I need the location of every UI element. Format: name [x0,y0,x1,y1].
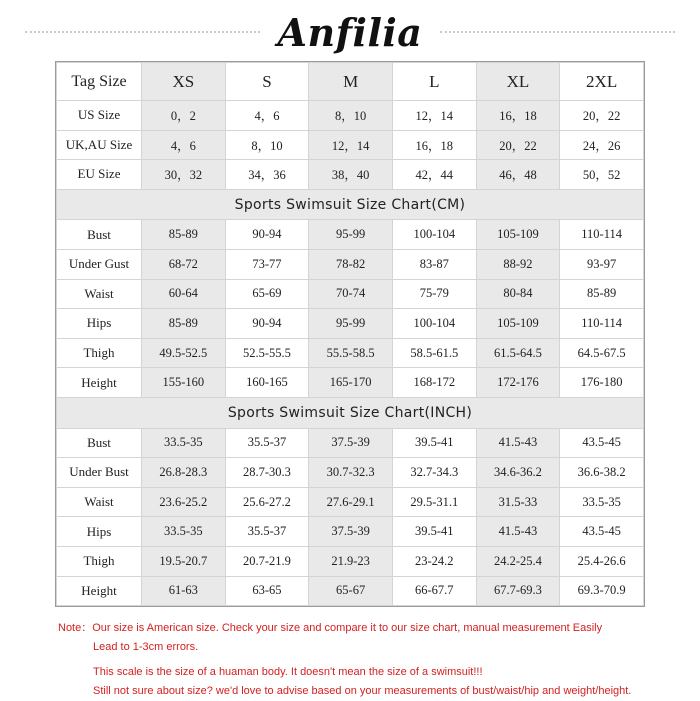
right-divider [440,31,675,33]
cm-row [57,249,644,279]
table-cell: 2XL [560,63,644,101]
table-cell: 52.5-55.5 [225,338,309,368]
table-cell: 80-84 [476,279,560,309]
table-cell: 73-77 [225,249,309,279]
section-title: Sports Swimsuit Size Chart(CM) [57,189,644,220]
table-cell: 37.5-39 [309,428,393,458]
table-cell: 39.5-41 [392,517,476,547]
table-cell: 63-65 [225,576,309,606]
row-label: UK,AU Size [57,130,142,160]
table-cell: 12，14 [392,101,476,131]
inch-section-header [57,397,644,428]
left-divider [25,31,260,33]
table-cell: 25.6-27.2 [225,487,309,517]
table-cell: 41.5-43 [476,517,560,547]
table-cell: 155-160 [142,368,226,398]
table-cell: 88-92 [476,249,560,279]
row-label: Under Gust [57,249,142,279]
table-cell: 43.5-45 [560,428,644,458]
table-cell: 39.5-41 [392,428,476,458]
table-cell: 105-109 [476,309,560,339]
table-cell: 78-82 [309,249,393,279]
row-label: Thigh [57,338,142,368]
table-cell: 85-89 [142,309,226,339]
table-cell: 165-170 [309,368,393,398]
row-label: EU Size [57,160,142,190]
table-cell: 42，44 [392,160,476,190]
table-cell: 50，52 [560,160,644,190]
cm-row [57,368,644,398]
table-cell: 41.5-43 [476,428,560,458]
table-cell: 29.5-31.1 [392,487,476,517]
cm-row [57,338,644,368]
table-cell: 58.5-61.5 [392,338,476,368]
brand-header [0,8,700,56]
row-label: Tag Size [57,63,142,101]
inch-row [57,517,644,547]
table-cell: 20，22 [560,101,644,131]
conversion-row [57,160,644,190]
table-cell: 90-94 [225,220,309,250]
conversion-row [57,101,644,131]
row-label: Thigh [57,546,142,576]
table-cell: 90-94 [225,309,309,339]
table-cell: 85-89 [560,279,644,309]
table-cell: 34，36 [225,160,309,190]
table-cell: 20.7-21.9 [225,546,309,576]
table-cell: 105-109 [476,220,560,250]
cm-row [57,309,644,339]
row-label: Under Bust [57,458,142,488]
table-cell: 4，6 [142,130,226,160]
table-cell: 24.2-25.4 [476,546,560,576]
inch-row [57,546,644,576]
table-cell: 61.5-64.5 [476,338,560,368]
table-cell: 55.5-58.5 [309,338,393,368]
table-cell: 160-165 [225,368,309,398]
table-cell: 4，6 [225,101,309,131]
table-cell: 26.8-28.3 [142,458,226,488]
row-label: Bust [57,220,142,250]
row-label: Hips [57,517,142,547]
note-line-1: Note：Our size is American size. Check your size and compare it to our size chart, manual measurement Easily [58,622,603,634]
table-cell: 28.7-30.3 [225,458,309,488]
table-cell: 32.7-34.3 [392,458,476,488]
table-cell: 176-180 [560,368,644,398]
notes [58,619,678,701]
table-cell: 168-172 [392,368,476,398]
table-cell: 110-114 [560,220,644,250]
inch-row [57,428,644,458]
table-cell: 35.5-37 [225,428,309,458]
table-cell: 95-99 [309,309,393,339]
table-cell: 33.5-35 [142,517,226,547]
table-cell: 69.3-70.9 [560,576,644,606]
note-line-2: Lead to 1-3cm errors. [93,641,199,653]
table-cell: 100-104 [392,309,476,339]
table-cell: 60-64 [142,279,226,309]
table-cell: 23.6-25.2 [142,487,226,517]
table-cell: 34.6-36.2 [476,458,560,488]
table-cell: 65-67 [309,576,393,606]
table-cell: 35.5-37 [225,517,309,547]
table-cell: 100-104 [392,220,476,250]
table-cell: 75-79 [392,279,476,309]
table-cell: 64.5-67.5 [560,338,644,368]
table-cell: 30.7-32.3 [309,458,393,488]
row-label: Waist [57,279,142,309]
table-cell: S [225,63,309,101]
note-line-4: Still not sure about size? we'd love to advise based on your measurements of bust/waist/hip and weight/height. [93,685,632,697]
table-cell: 38，40 [309,160,393,190]
table-cell: 67.7-69.3 [476,576,560,606]
table-cell: 83-87 [392,249,476,279]
row-label: Height [57,368,142,398]
inch-row [57,576,644,606]
header-row [57,63,644,101]
table-cell: 85-89 [142,220,226,250]
table-cell: 110-114 [560,309,644,339]
table-cell: 95-99 [309,220,393,250]
table-cell: 24，26 [560,130,644,160]
table-cell: 65-69 [225,279,309,309]
table-cell: 46，48 [476,160,560,190]
size-chart-table [56,62,644,606]
cm-row [57,279,644,309]
table-cell: 19.5-20.7 [142,546,226,576]
inch-row [57,458,644,488]
table-cell: 43.5-45 [560,517,644,547]
table-cell: 172-176 [476,368,560,398]
table-cell: 37.5-39 [309,517,393,547]
table-cell: 16，18 [392,130,476,160]
table-cell: 23-24.2 [392,546,476,576]
table-cell: 36.6-38.2 [560,458,644,488]
conversion-row [57,130,644,160]
cm-row [57,220,644,250]
table-cell: 66-67.7 [392,576,476,606]
table-cell: 8，10 [309,101,393,131]
cm-section-header [57,189,644,220]
table-cell: 16，18 [476,101,560,131]
table-cell: 25.4-26.6 [560,546,644,576]
table-cell: 93-97 [560,249,644,279]
row-label: Height [57,576,142,606]
table-cell: 8，10 [225,130,309,160]
inch-row [57,487,644,517]
row-label: Waist [57,487,142,517]
table-cell: 31.5-33 [476,487,560,517]
table-cell: 0，2 [142,101,226,131]
table-cell: 21.9-23 [309,546,393,576]
row-label: US Size [57,101,142,131]
table-cell: XL [476,63,560,101]
table-cell: XS [142,63,226,101]
brand-logo: Anfilia [277,9,423,55]
table-cell: M [309,63,393,101]
row-label: Hips [57,309,142,339]
table-cell: 20，22 [476,130,560,160]
section-title: Sports Swimsuit Size Chart(INCH) [57,397,644,428]
table-cell: 30，32 [142,160,226,190]
table-cell: 33.5-35 [560,487,644,517]
table-cell: L [392,63,476,101]
table-cell: 61-63 [142,576,226,606]
row-label: Bust [57,428,142,458]
table-cell: 49.5-52.5 [142,338,226,368]
note-line-3: This scale is the size of a huaman body. It doesn't mean the size of a swimsuit!!! [93,666,483,678]
table-cell: 12，14 [309,130,393,160]
table-cell: 27.6-29.1 [309,487,393,517]
table-cell: 70-74 [309,279,393,309]
table-cell: 33.5-35 [142,428,226,458]
table-cell: 68-72 [142,249,226,279]
